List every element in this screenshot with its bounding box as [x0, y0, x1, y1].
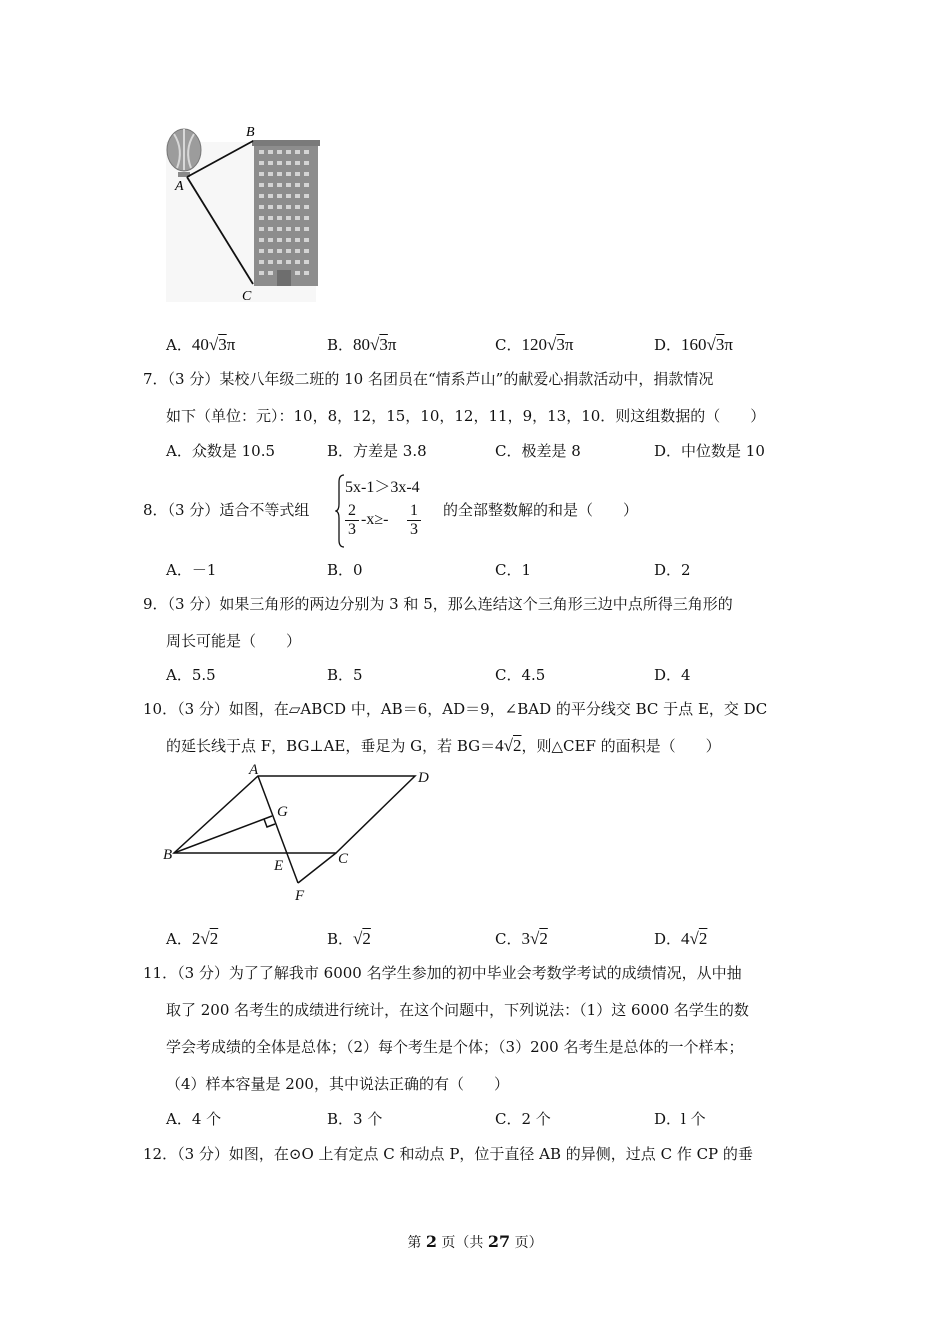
label-a: A: [249, 762, 259, 778]
q9-option-c[interactable]: C．4.5: [495, 666, 546, 684]
balloon-building-figure: [160, 120, 330, 310]
building-icon: [252, 140, 320, 286]
label-c: C: [338, 851, 349, 867]
q10-option-a[interactable]: A．2√2: [166, 929, 219, 948]
q12-stem-line1: 12．（3 分）如图，在⊙O 上有定点 C 和动点 P，位于直径 AB 的异侧，过点 C 作 CP 的垂: [143, 1145, 753, 1163]
label-e: E: [274, 858, 284, 874]
q8-stem-prefix: 8．（3 分）适合不等式组: [143, 501, 310, 519]
q7-option-c[interactable]: C．极差是 8: [495, 442, 581, 460]
q7-option-a[interactable]: A．众数是 10.5: [166, 442, 275, 460]
q8-option-b[interactable]: B．0: [327, 561, 363, 579]
q9-option-b[interactable]: B．5: [327, 666, 363, 684]
q8-option-c[interactable]: C．1: [495, 561, 532, 579]
q11-option-b[interactable]: B．3 个: [327, 1110, 383, 1128]
q7-option-b[interactable]: B．方差是 3.8: [327, 442, 427, 460]
q10-option-d[interactable]: D．4√2: [654, 929, 708, 948]
label-a: A: [175, 179, 184, 194]
q11-option-a[interactable]: A．4 个: [166, 1110, 222, 1128]
label-g: G: [277, 804, 288, 820]
q11-stem-line3: 学会考成绩的全体是总体；（2）每个考生是个体；（3）200 名考生是总体的一个样本；: [166, 1038, 744, 1056]
total-pages: 27: [487, 1232, 511, 1251]
inequality-system: [335, 474, 445, 548]
q8-option-a[interactable]: A．－1: [166, 561, 217, 579]
label-f: F: [295, 888, 305, 904]
q6-option-c[interactable]: C．120√3π: [495, 335, 574, 354]
q11-stem-line2: 取了 200 名考生的成绩进行统计，在这个问题中，下列说法：（1）这 6000 名学生的数: [166, 1001, 749, 1019]
q7-option-d[interactable]: D．中位数是 10: [654, 442, 765, 460]
q11-option-c[interactable]: C．2 个: [495, 1110, 551, 1128]
q6-option-b[interactable]: B．80√3π: [327, 335, 397, 354]
label-b: B: [163, 847, 173, 863]
q11-option-d[interactable]: D．l 个: [654, 1110, 706, 1128]
q7-stem-line2: 如下（单位：元）：10，8，12，15，10，12，11，9，13，10．则这组数据的（ ）: [166, 407, 766, 425]
q10-option-c[interactable]: C．3√2: [495, 929, 548, 948]
q9-option-d[interactable]: D．4: [654, 666, 691, 684]
q11-stem-line1: 11．（3 分）为了了解我市 6000 名学生参加的初中毕业会考数学考试的成绩情况，从中抽: [143, 964, 742, 982]
fraction-2: 1 3: [407, 502, 421, 539]
q8-option-d[interactable]: D．2: [654, 561, 691, 579]
q9-option-a[interactable]: A．5.5: [166, 666, 216, 684]
label-b: B: [246, 125, 255, 140]
q9-stem-line2: 周长可能是（ ）: [166, 632, 302, 650]
fraction-1: 2 3: [345, 502, 359, 539]
inequality-2-mid: -x≥-: [361, 511, 389, 528]
q6-option-d[interactable]: D．160√3π: [654, 335, 733, 354]
left-brace-icon: [335, 474, 345, 548]
page-number: 2: [425, 1232, 437, 1251]
q6-option-a[interactable]: A．40√3π: [166, 335, 236, 354]
q10-stem-line1: 10．（3 分）如图，在▱ABCD 中，AB＝6，AD＝9，∠BAD 的平分线交 BC 于点 E，交 DC: [143, 700, 768, 718]
inequality-1: 5x-1＞3x-4: [345, 479, 420, 496]
label-c: C: [242, 289, 252, 304]
q9-stem-line1: 9．（3 分）如果三角形的两边分别为 3 和 5，那么连结这个三角形三边中点所得三角形的: [143, 595, 733, 613]
q8-stem-suffix: 的全部整数解的和是（ ）: [443, 501, 639, 519]
q10-option-b[interactable]: B．√2: [327, 929, 371, 948]
q10-stem-line2: 的延长线于点 F，BG⊥AE，垂足为 G，若 BG＝4√2，则△CEF 的面积是（ ）: [166, 736, 721, 755]
page-footer: 第 2 页（共 27 页）: [407, 1232, 543, 1251]
q7-stem-line1: 7．（3 分）某校八年级二班的 10 名团员在“情系芦山”的献爱心捐款活动中，捐款情况: [143, 370, 714, 388]
q11-stem-line4: （4）样本容量是 200，其中说法正确的有（ ）: [166, 1075, 509, 1093]
parallelogram-figure: [160, 762, 445, 907]
label-d: D: [418, 770, 429, 786]
